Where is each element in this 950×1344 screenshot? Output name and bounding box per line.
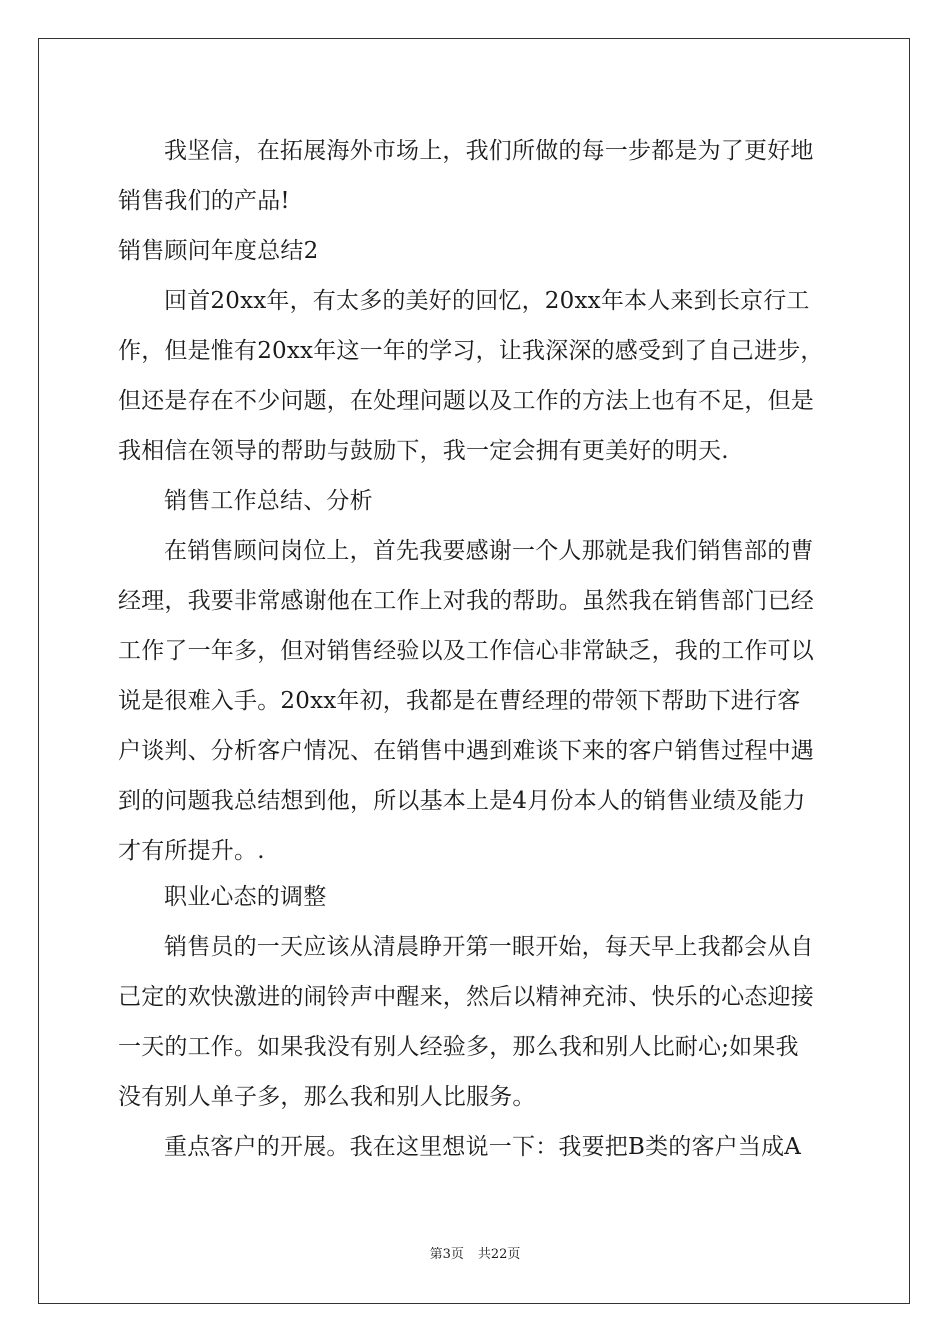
page-total: 共22页 [477, 1247, 521, 1262]
page-number: 第3页 [429, 1247, 464, 1262]
paragraph-line: 我坚信，在拓展海外市场上，我们所做的每一步都是为了更好地 [164, 138, 814, 164]
page-footer [0, 1247, 950, 1263]
paragraph-line: 己定的欢快激进的闹铃声中醒来，然后以精神充沛、快乐的心态迎接 [118, 984, 814, 1010]
paragraph-line: 才有所提升。. [118, 838, 265, 864]
paragraph-line: 说是很难入手。20xx年初，我都是在曹经理的带领下帮助下进行客 [118, 688, 801, 714]
paragraph-line: 户谈判、分析客户情况、在销售中遇到难谈下来的客户销售过程中遇 [118, 738, 814, 764]
section-heading: 职业心态的调整 [164, 884, 327, 910]
page-border [38, 38, 910, 1304]
paragraph-line: 回首20xx年，有太多的美好的回忆，20xx年本人来到长京行工 [164, 288, 810, 314]
paragraph-line: 工作了一年多，但对销售经验以及工作信心非常缺乏，我的工作可以 [118, 638, 814, 664]
paragraph-line: 我相信在领导的帮助与鼓励下，我一定会拥有更美好的明天. [118, 438, 729, 464]
section-heading: 销售工作总结、分析 [164, 488, 373, 514]
paragraph-line: 没有别人单子多，那么我和别人比服务。 [118, 1084, 536, 1110]
paragraph-line: 销售员的一天应该从清晨睁开第一眼开始，每天早上我都会从自 [164, 934, 814, 960]
paragraph-line: 销售我们的产品! [118, 188, 290, 214]
paragraph-line: 经理，我要非常感谢他在工作上对我的帮助。虽然我在销售部门已经 [118, 588, 814, 614]
paragraph-line: 到的问题我总结想到他，所以基本上是4月份本人的销售业绩及能力 [118, 788, 806, 814]
section-heading: 销售顾问年度总结2 [118, 238, 319, 264]
paragraph-line: 重点客户的开展。我在这里想说一下：我要把B类的客户当成A [164, 1134, 802, 1160]
paragraph-line: 作，但是惟有20xx年这一年的学习，让我深深的感受到了自己进步， [118, 338, 824, 364]
paragraph-line: 在销售顾问岗位上，首先我要感谢一个人那就是我们销售部的曹 [164, 538, 814, 564]
paragraph-line: 一天的工作。如果我没有别人经验多，那么我和别人比耐心;如果我 [118, 1034, 799, 1060]
paragraph-line: 但还是存在不少问题，在处理问题以及工作的方法上也有不足，但是 [118, 388, 814, 414]
